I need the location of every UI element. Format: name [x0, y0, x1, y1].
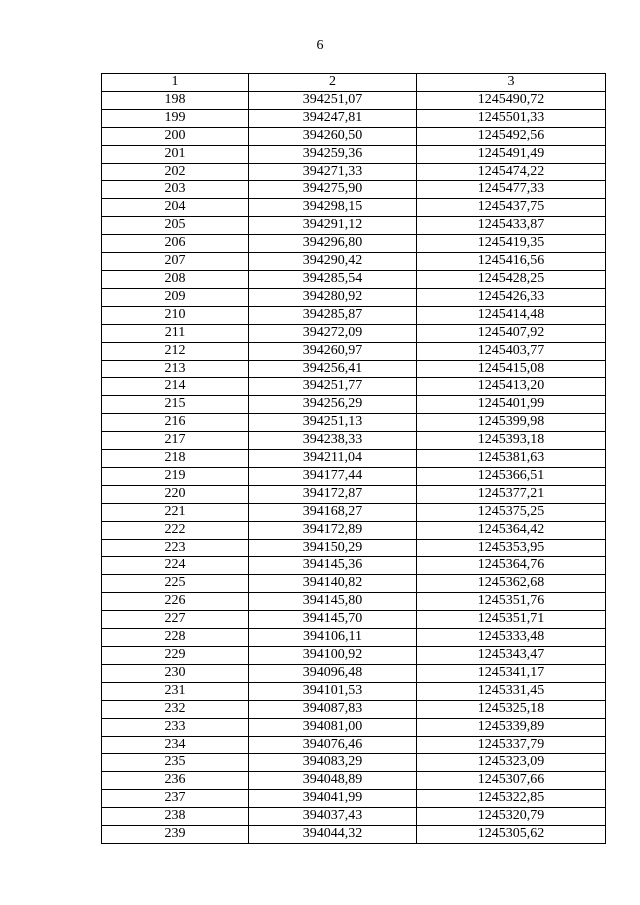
coordinate-y-cell: 1245381,63	[417, 450, 606, 468]
coordinate-x-cell: 394285,54	[249, 270, 417, 288]
point-number-cell: 223	[102, 539, 249, 557]
coordinate-y-cell: 1245399,98	[417, 414, 606, 432]
table-row	[102, 288, 606, 306]
coordinate-y-cell: 1245413,20	[417, 378, 606, 396]
coordinate-x-cell: 394044,32	[249, 826, 417, 844]
coordinate-y-cell: 1245416,56	[417, 253, 606, 271]
point-number-cell: 230	[102, 664, 249, 682]
coordinate-y-cell: 1245403,77	[417, 342, 606, 360]
table-body	[102, 91, 606, 843]
coordinate-x-cell: 394145,70	[249, 611, 417, 629]
coordinate-y-cell: 1245320,79	[417, 808, 606, 826]
coordinate-y-cell: 1245366,51	[417, 467, 606, 485]
table-row	[102, 593, 606, 611]
coordinate-y-cell: 1245428,25	[417, 270, 606, 288]
coordinate-y-cell: 1245351,71	[417, 611, 606, 629]
coordinate-x-cell: 394260,97	[249, 342, 417, 360]
table-header-row	[102, 74, 606, 92]
table-row	[102, 145, 606, 163]
table-row	[102, 270, 606, 288]
point-number-cell: 200	[102, 127, 249, 145]
table-row	[102, 736, 606, 754]
table-row	[102, 396, 606, 414]
table-row	[102, 611, 606, 629]
coordinate-x-cell: 394238,33	[249, 432, 417, 450]
coordinate-y-cell: 1245492,56	[417, 127, 606, 145]
coordinate-x-cell: 394172,89	[249, 521, 417, 539]
coordinate-x-cell: 394247,81	[249, 109, 417, 127]
point-number-cell: 233	[102, 718, 249, 736]
coordinate-x-cell: 394285,87	[249, 306, 417, 324]
coordinate-x-cell: 394041,99	[249, 790, 417, 808]
point-number-cell: 239	[102, 826, 249, 844]
point-number-cell: 227	[102, 611, 249, 629]
point-number-cell: 237	[102, 790, 249, 808]
coordinate-y-cell: 1245353,95	[417, 539, 606, 557]
point-number-cell: 198	[102, 91, 249, 109]
coordinate-x-cell: 394106,11	[249, 629, 417, 647]
point-number-cell: 209	[102, 288, 249, 306]
coordinate-x-cell: 394211,04	[249, 450, 417, 468]
coordinate-x-cell: 394048,89	[249, 772, 417, 790]
coordinate-y-cell: 1245419,35	[417, 235, 606, 253]
table-row	[102, 253, 606, 271]
point-number-cell: 231	[102, 682, 249, 700]
point-number-cell: 199	[102, 109, 249, 127]
table-row	[102, 754, 606, 772]
table-row	[102, 235, 606, 253]
coordinate-x-cell: 394096,48	[249, 664, 417, 682]
table-row	[102, 826, 606, 844]
coordinate-x-cell: 394145,80	[249, 593, 417, 611]
table-row	[102, 163, 606, 181]
coordinate-x-cell: 394291,12	[249, 217, 417, 235]
table-row	[102, 181, 606, 199]
coordinate-y-cell: 1245333,48	[417, 629, 606, 647]
coordinate-y-cell: 1245437,75	[417, 199, 606, 217]
column-header-3: 3	[417, 74, 606, 92]
point-number-cell: 205	[102, 217, 249, 235]
point-number-cell: 234	[102, 736, 249, 754]
table-row	[102, 467, 606, 485]
coordinate-x-cell: 394251,07	[249, 91, 417, 109]
table-row	[102, 629, 606, 647]
point-number-cell: 226	[102, 593, 249, 611]
point-number-cell: 211	[102, 324, 249, 342]
point-number-cell: 215	[102, 396, 249, 414]
coordinate-y-cell: 1245325,18	[417, 700, 606, 718]
point-number-cell: 213	[102, 360, 249, 378]
point-number-cell: 206	[102, 235, 249, 253]
coordinate-y-cell: 1245341,17	[417, 664, 606, 682]
coordinate-y-cell: 1245377,21	[417, 485, 606, 503]
table-row	[102, 557, 606, 575]
coordinate-x-cell: 394101,53	[249, 682, 417, 700]
table-row	[102, 199, 606, 217]
coordinate-x-cell: 394256,41	[249, 360, 417, 378]
table-row	[102, 539, 606, 557]
point-number-cell: 228	[102, 629, 249, 647]
coordinate-x-cell: 394256,29	[249, 396, 417, 414]
coordinate-x-cell: 394251,77	[249, 378, 417, 396]
coordinate-y-cell: 1245401,99	[417, 396, 606, 414]
coordinate-y-cell: 1245307,66	[417, 772, 606, 790]
table-row	[102, 647, 606, 665]
coordinate-y-cell: 1245407,92	[417, 324, 606, 342]
point-number-cell: 218	[102, 450, 249, 468]
table-row	[102, 682, 606, 700]
point-number-cell: 207	[102, 253, 249, 271]
coordinate-x-cell: 394259,36	[249, 145, 417, 163]
coordinate-x-cell: 394290,42	[249, 253, 417, 271]
coordinate-y-cell: 1245433,87	[417, 217, 606, 235]
coordinate-y-cell: 1245491,49	[417, 145, 606, 163]
point-number-cell: 210	[102, 306, 249, 324]
table-row	[102, 575, 606, 593]
coordinate-y-cell: 1245322,85	[417, 790, 606, 808]
coordinate-y-cell: 1245331,45	[417, 682, 606, 700]
table-row	[102, 127, 606, 145]
table-row	[102, 790, 606, 808]
point-number-cell: 229	[102, 647, 249, 665]
coordinate-y-cell: 1245337,79	[417, 736, 606, 754]
coordinate-y-cell: 1245501,33	[417, 109, 606, 127]
table-row	[102, 324, 606, 342]
point-number-cell: 225	[102, 575, 249, 593]
table-row	[102, 664, 606, 682]
coordinate-x-cell: 394172,87	[249, 485, 417, 503]
table-row	[102, 503, 606, 521]
coordinate-x-cell: 394271,33	[249, 163, 417, 181]
table-row	[102, 521, 606, 539]
table-row	[102, 217, 606, 235]
point-number-cell: 201	[102, 145, 249, 163]
coordinate-x-cell: 394177,44	[249, 467, 417, 485]
table-row	[102, 306, 606, 324]
coordinate-y-cell: 1245375,25	[417, 503, 606, 521]
coordinate-y-cell: 1245415,08	[417, 360, 606, 378]
table-row	[102, 772, 606, 790]
point-number-cell: 232	[102, 700, 249, 718]
coordinate-y-cell: 1245339,89	[417, 718, 606, 736]
point-number-cell: 224	[102, 557, 249, 575]
point-number-cell: 235	[102, 754, 249, 772]
coordinates-table	[101, 73, 606, 844]
coordinate-x-cell: 394251,13	[249, 414, 417, 432]
coordinate-x-cell: 394260,50	[249, 127, 417, 145]
coordinate-x-cell: 394150,29	[249, 539, 417, 557]
point-number-cell: 208	[102, 270, 249, 288]
table-row	[102, 378, 606, 396]
coordinate-x-cell: 394272,09	[249, 324, 417, 342]
table-row	[102, 342, 606, 360]
table-row	[102, 432, 606, 450]
coordinate-x-cell: 394100,92	[249, 647, 417, 665]
table-row	[102, 109, 606, 127]
point-number-cell: 204	[102, 199, 249, 217]
point-number-cell: 238	[102, 808, 249, 826]
page-number: 6	[316, 38, 324, 53]
coordinate-y-cell: 1245351,76	[417, 593, 606, 611]
column-header-1: 1	[102, 74, 249, 92]
coordinate-y-cell: 1245362,68	[417, 575, 606, 593]
table-row	[102, 91, 606, 109]
coordinate-x-cell: 394296,80	[249, 235, 417, 253]
coordinate-x-cell: 394140,82	[249, 575, 417, 593]
coordinate-x-cell: 394168,27	[249, 503, 417, 521]
table-row	[102, 808, 606, 826]
point-number-cell: 219	[102, 467, 249, 485]
coordinate-x-cell: 394145,36	[249, 557, 417, 575]
coordinate-x-cell: 394081,00	[249, 718, 417, 736]
coordinate-x-cell: 394298,15	[249, 199, 417, 217]
point-number-cell: 236	[102, 772, 249, 790]
coordinate-y-cell: 1245490,72	[417, 91, 606, 109]
coordinate-x-cell: 394076,46	[249, 736, 417, 754]
coordinate-y-cell: 1245343,47	[417, 647, 606, 665]
table-row	[102, 485, 606, 503]
point-number-cell: 222	[102, 521, 249, 539]
coordinate-y-cell: 1245364,42	[417, 521, 606, 539]
coordinate-x-cell: 394037,43	[249, 808, 417, 826]
coordinate-x-cell: 394087,83	[249, 700, 417, 718]
coordinate-y-cell: 1245426,33	[417, 288, 606, 306]
table-row	[102, 414, 606, 432]
point-number-cell: 214	[102, 378, 249, 396]
coordinate-x-cell: 394083,29	[249, 754, 417, 772]
point-number-cell: 216	[102, 414, 249, 432]
coordinate-y-cell: 1245323,09	[417, 754, 606, 772]
coordinate-x-cell: 394280,92	[249, 288, 417, 306]
column-header-2: 2	[249, 74, 417, 92]
coordinate-y-cell: 1245474,22	[417, 163, 606, 181]
coordinate-y-cell: 1245393,18	[417, 432, 606, 450]
point-number-cell: 220	[102, 485, 249, 503]
table-row	[102, 360, 606, 378]
coordinate-y-cell: 1245364,76	[417, 557, 606, 575]
point-number-cell: 203	[102, 181, 249, 199]
point-number-cell: 217	[102, 432, 249, 450]
coordinate-y-cell: 1245305,62	[417, 826, 606, 844]
table-row	[102, 718, 606, 736]
point-number-cell: 212	[102, 342, 249, 360]
point-number-cell: 221	[102, 503, 249, 521]
coordinate-x-cell: 394275,90	[249, 181, 417, 199]
table-row	[102, 700, 606, 718]
coordinate-y-cell: 1245414,48	[417, 306, 606, 324]
point-number-cell: 202	[102, 163, 249, 181]
coordinate-y-cell: 1245477,33	[417, 181, 606, 199]
table-row	[102, 450, 606, 468]
